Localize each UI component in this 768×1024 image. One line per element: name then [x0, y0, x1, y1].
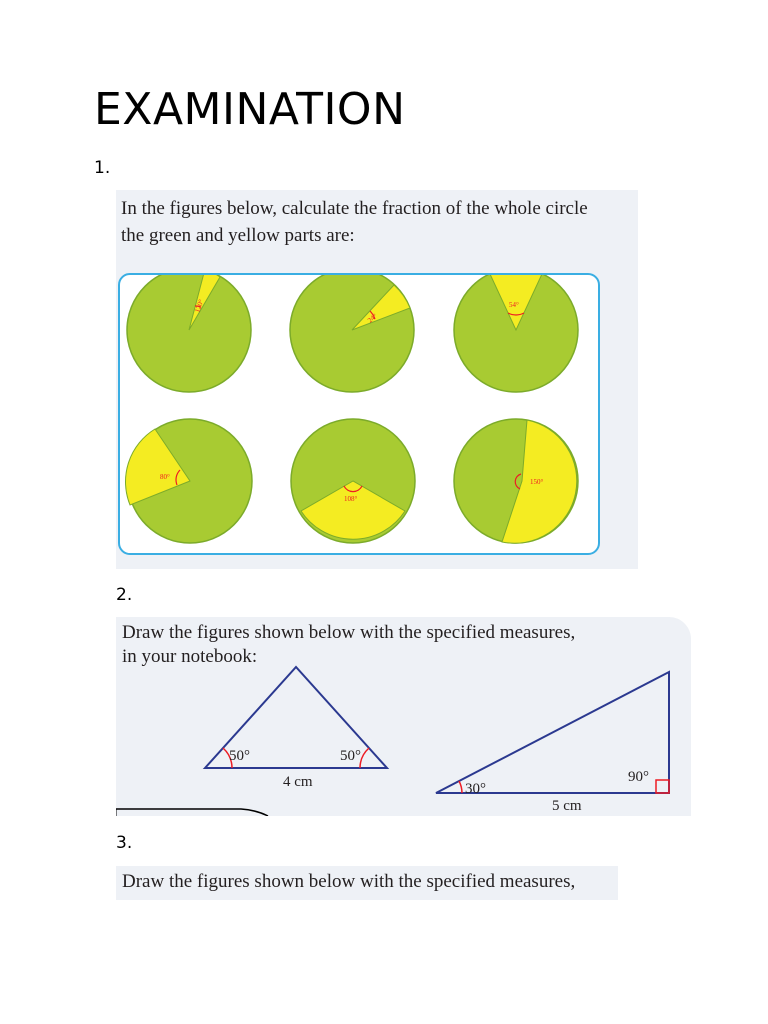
- triangle-2-right-angle: 90°: [628, 769, 649, 785]
- cropped-shape-edge: [116, 809, 268, 816]
- triangle-1: [205, 667, 387, 790]
- triangle-2-base-length: 5 cm: [552, 798, 582, 814]
- circle-figure-4: [125, 419, 252, 543]
- circle-6-angle-label: 150°: [530, 478, 544, 486]
- circle-2-angle-label: 24°: [366, 312, 379, 325]
- triangle-2: [436, 672, 669, 814]
- question-2-prompt-line-2: in your notebook:: [122, 646, 258, 667]
- circle-3-angle-label: 54°: [509, 301, 519, 309]
- circle-figure-2: [290, 275, 414, 392]
- circle-figures: [120, 275, 598, 553]
- page-title: EXAMINATION: [94, 84, 406, 135]
- question-number-3: 3.: [116, 833, 133, 853]
- triangle-figures: [116, 617, 691, 816]
- circle-figure-5: [291, 419, 415, 543]
- triangle-1-base-length: 4 cm: [283, 774, 313, 790]
- question-2-prompt-line-1: Draw the figures shown below with the specified measures,: [122, 622, 576, 643]
- triangle-2-left-angle: 30°: [465, 781, 486, 797]
- circle-figures-frame: [118, 273, 600, 555]
- circle-5-angle-label: 108°: [344, 495, 358, 503]
- question-number-2: 2.: [116, 585, 133, 605]
- triangle-1-right-angle: 50°: [340, 748, 361, 764]
- circle-figure-6: [454, 419, 578, 543]
- circle-figure-3: [454, 275, 578, 392]
- question-1-figure: [116, 190, 638, 569]
- question-3-figure: [116, 866, 618, 900]
- question-3-prompt-line-1: Draw the figures shown below with the specified measures,: [122, 871, 576, 892]
- triangle-1-left-angle: 50°: [229, 748, 250, 764]
- circle-1-angle-label: 120°: [193, 298, 206, 314]
- circle-4-angle-label: 80°: [160, 473, 170, 481]
- question-number-1: 1.: [94, 158, 111, 178]
- question-1-prompt: [121, 195, 636, 249]
- question-1-prompt-line-1: In the figures below, calculate the fraction of the whole circle: [121, 198, 588, 219]
- circle-figure-1: [127, 275, 251, 392]
- question-1-prompt-line-2: the green and yellow parts are:: [121, 225, 355, 246]
- question-2-figure: [116, 617, 691, 816]
